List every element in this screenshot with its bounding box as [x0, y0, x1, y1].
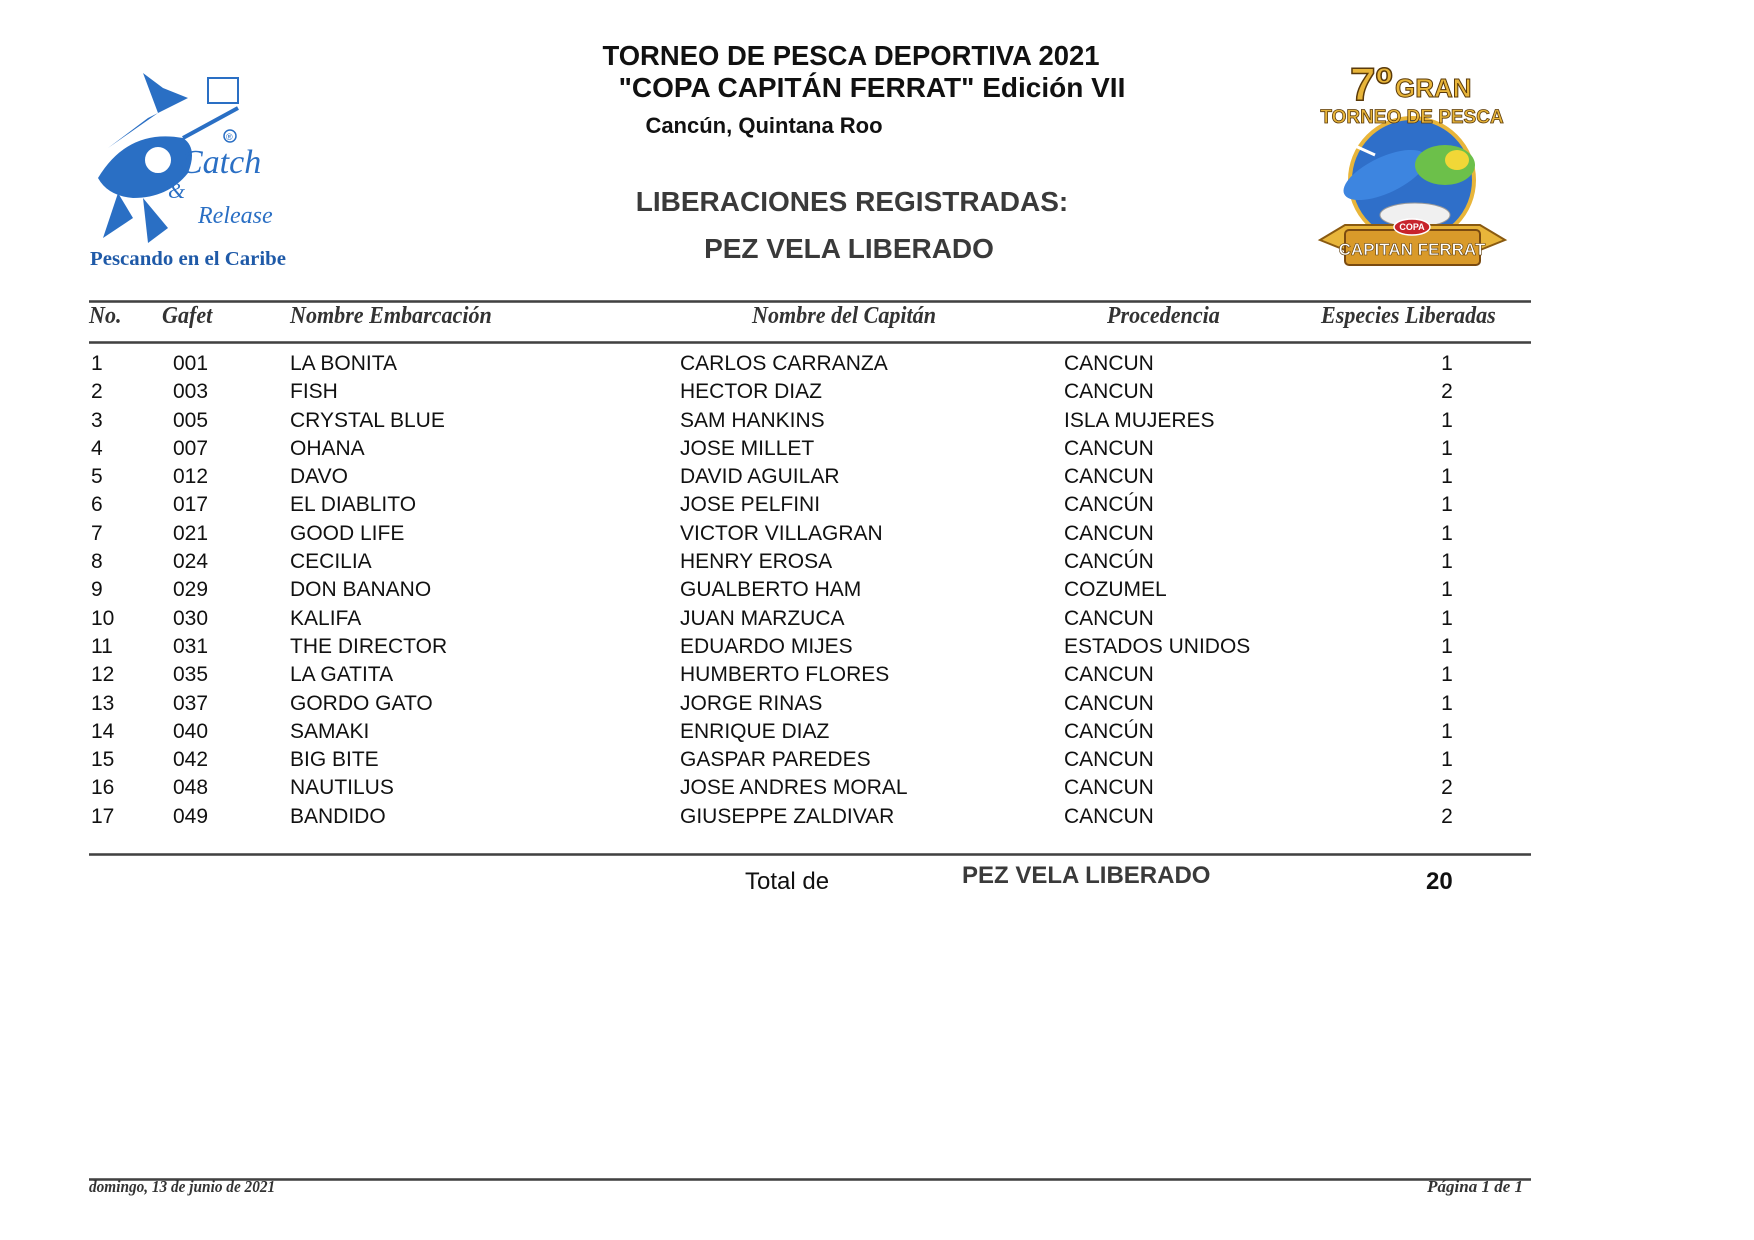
table-row: [89, 604, 1531, 632]
total-value: 20: [1426, 868, 1453, 895]
row-gafet: 012: [173, 465, 209, 489]
table-row: [89, 377, 1531, 405]
tournament-subtitle: "COPA CAPITÁN FERRAT" Edición VII: [618, 72, 1126, 103]
row-species-released: 1: [1441, 748, 1453, 772]
table-row: [89, 406, 1531, 434]
row-number: 2: [91, 380, 103, 404]
row-origin: CANCUN: [1064, 521, 1154, 545]
row-boat-name: BIG BITE: [290, 748, 379, 772]
row-number: 7: [91, 521, 103, 545]
row-species-released: 1: [1441, 550, 1453, 574]
row-boat-name: LA BONITA: [290, 352, 397, 375]
row-boat-name: CRYSTAL BLUE: [290, 408, 445, 432]
column-header-species-released: Especies Liberadas: [1321, 303, 1496, 329]
row-gafet: 031: [173, 634, 209, 658]
row-boat-name: GORDO GATO: [290, 691, 433, 715]
row-gafet: 037: [173, 691, 209, 715]
table-row: [89, 462, 1531, 490]
column-header-no: No.: [89, 303, 122, 329]
svg-text:Release: Release: [198, 203, 273, 229]
row-number: 11: [91, 634, 113, 658]
row-gafet: 021: [173, 521, 209, 545]
row-captain-name: ENRIQUE DIAZ: [680, 719, 830, 743]
row-boat-name: EL DIABLITO: [290, 493, 417, 517]
row-captain-name: GIUSEPPE ZALDIVAR: [680, 804, 895, 828]
row-number: 10: [91, 606, 115, 630]
row-boat-name: OHANA: [290, 436, 365, 460]
row-number: 13: [91, 691, 115, 715]
row-origin: CANCUN: [1064, 352, 1154, 375]
row-species-released: 1: [1441, 521, 1453, 545]
row-species-released: 2: [1441, 776, 1453, 800]
row-captain-name: JORGE RINAS: [680, 691, 823, 715]
row-origin: ESTADOS UNIDOS: [1064, 634, 1251, 658]
row-boat-name: DAVO: [290, 465, 348, 489]
row-captain-name: VICTOR VILLAGRAN: [680, 521, 883, 545]
row-boat-name: FISH: [290, 380, 338, 404]
total-species: PEZ VELA LIBERADO: [962, 862, 1211, 889]
row-gafet: 030: [173, 606, 209, 630]
row-gafet: 029: [173, 578, 209, 602]
row-gafet: 017: [173, 493, 209, 517]
total-label: Total de: [745, 868, 830, 895]
row-boat-name: SAMAKI: [290, 719, 370, 743]
table-row: [89, 547, 1531, 575]
row-boat-name: NAUTILUS: [290, 776, 394, 800]
column-header-gafet: Gafet: [162, 303, 213, 329]
row-species-released: 1: [1441, 634, 1453, 658]
table-row: [89, 660, 1531, 688]
svg-text:COPA: COPA: [1399, 222, 1425, 232]
row-origin: COZUMEL: [1064, 578, 1167, 602]
svg-text:&: &: [168, 178, 186, 203]
row-number: 1: [91, 352, 103, 375]
row-origin: CANCUN: [1064, 663, 1154, 687]
row-origin: CANCÚN: [1064, 550, 1154, 574]
svg-text:TORNEO DE PESCA: TORNEO DE PESCA: [1320, 107, 1504, 128]
tournament-location: Cancún, Quintana Roo: [645, 113, 883, 138]
row-number: 12: [91, 663, 115, 687]
footer-rule: [89, 1178, 1531, 1181]
row-species-released: 1: [1441, 719, 1453, 743]
row-species-released: 1: [1441, 436, 1453, 460]
row-number: 14: [91, 719, 115, 743]
table-row: [89, 717, 1531, 745]
row-number: 15: [91, 748, 115, 772]
footer-page-number: Página 1 de 1: [1427, 1177, 1523, 1196]
svg-text:GRAN: GRAN: [1395, 73, 1472, 103]
row-boat-name: CECILIA: [290, 550, 372, 574]
column-header-captain-name: Nombre del Capitán: [752, 303, 937, 329]
row-origin: CANCUN: [1064, 691, 1154, 715]
row-captain-name: GUALBERTO HAM: [680, 578, 862, 602]
footer-date: domingo, 13 de junio de 2021: [89, 1177, 276, 1196]
row-number: 6: [91, 493, 103, 517]
table-row: [89, 773, 1531, 801]
row-gafet: 040: [173, 719, 209, 743]
row-gafet: 042: [173, 748, 209, 772]
svg-text:CAPITAN FERRAT: CAPITAN FERRAT: [1338, 240, 1486, 259]
row-origin: CANCÚN: [1064, 719, 1154, 743]
row-origin: CANCUN: [1064, 465, 1154, 489]
row-captain-name: HUMBERTO FLORES: [680, 663, 890, 687]
row-boat-name: KALIFA: [290, 606, 362, 630]
table-header-rule: [89, 341, 1531, 344]
row-gafet: 007: [173, 436, 209, 460]
row-captain-name: SAM HANKINS: [680, 408, 825, 432]
row-captain-name: JOSE PELFINI: [680, 493, 821, 517]
table-row: [89, 689, 1531, 717]
row-origin: CANCUN: [1064, 804, 1154, 828]
row-species-released: 2: [1441, 804, 1453, 828]
svg-text:®: ®: [226, 132, 233, 142]
row-captain-name: HENRY EROSA: [680, 550, 833, 574]
row-boat-name: BANDIDO: [290, 804, 386, 828]
row-species-released: 2: [1441, 380, 1453, 404]
row-origin: ISLA MUJERES: [1064, 408, 1215, 432]
table-row: [89, 802, 1531, 830]
row-gafet: 001: [173, 352, 209, 375]
row-captain-name: HECTOR DIAZ: [680, 380, 822, 404]
row-boat-name: DON BANANO: [290, 578, 432, 602]
release-table-body: [89, 349, 1531, 830]
row-number: 3: [91, 408, 103, 432]
row-species-released: 1: [1441, 352, 1453, 375]
row-origin: CANCUN: [1064, 606, 1154, 630]
row-number: 16: [91, 776, 115, 800]
row-number: 8: [91, 550, 103, 574]
row-boat-name: LA GATITA: [290, 663, 394, 687]
row-origin: CANCUN: [1064, 748, 1154, 772]
row-gafet: 049: [173, 804, 209, 828]
table-row: [89, 519, 1531, 547]
svg-text:Catch: Catch: [180, 144, 262, 181]
column-header-origin: Procedencia: [1107, 303, 1220, 329]
svg-text:Pescando en el Caribe: Pescando en el Caribe: [90, 248, 287, 270]
row-number: 17: [91, 804, 115, 828]
row-number: 4: [91, 436, 103, 460]
column-header-boat-name: Nombre Embarcación: [290, 303, 492, 329]
row-species-released: 1: [1441, 663, 1453, 687]
row-boat-name: THE DIRECTOR: [290, 634, 448, 658]
row-origin: CANCUN: [1064, 776, 1154, 800]
row-captain-name: EDUARDO MIJES: [680, 634, 853, 658]
row-gafet: 035: [173, 663, 209, 687]
table-row: [89, 490, 1531, 518]
row-captain-name: DAVID AGUILAR: [680, 465, 840, 489]
row-species-released: 1: [1441, 606, 1453, 630]
row-origin: CANCUN: [1064, 436, 1154, 460]
row-origin: CANCÚN: [1064, 493, 1154, 517]
svg-text:7º: 7º: [1350, 58, 1393, 110]
table-total-rule: [89, 853, 1531, 856]
row-captain-name: GASPAR PAREDES: [680, 748, 871, 772]
row-gafet: 048: [173, 776, 209, 800]
row-gafet: 024: [173, 550, 209, 574]
row-captain-name: CARLOS CARRANZA: [680, 352, 888, 375]
table-row: [89, 575, 1531, 603]
table-row: [89, 349, 1531, 377]
row-number: 5: [91, 465, 103, 489]
row-species-released: 1: [1441, 465, 1453, 489]
table-row: [89, 632, 1531, 660]
row-species-released: 1: [1441, 493, 1453, 517]
tournament-title: TORNEO DE PESCA DEPORTIVA 2021: [602, 40, 1100, 71]
report-subtitle: PEZ VELA LIBERADO: [704, 233, 994, 264]
row-number: 9: [91, 578, 103, 602]
report-title: LIBERACIONES REGISTRADAS:: [635, 186, 1069, 217]
row-species-released: 1: [1441, 408, 1453, 432]
row-captain-name: JOSE MILLET: [680, 436, 815, 460]
row-species-released: 1: [1441, 691, 1453, 715]
table-row: [89, 745, 1531, 773]
row-origin: CANCUN: [1064, 380, 1154, 404]
row-captain-name: JOSE ANDRES MORAL: [680, 776, 908, 800]
row-gafet: 003: [173, 380, 209, 404]
row-captain-name: JUAN MARZUCA: [680, 606, 845, 630]
row-species-released: 1: [1441, 578, 1453, 602]
row-boat-name: GOOD LIFE: [290, 521, 405, 545]
table-row: [89, 434, 1531, 462]
row-gafet: 005: [173, 408, 209, 432]
